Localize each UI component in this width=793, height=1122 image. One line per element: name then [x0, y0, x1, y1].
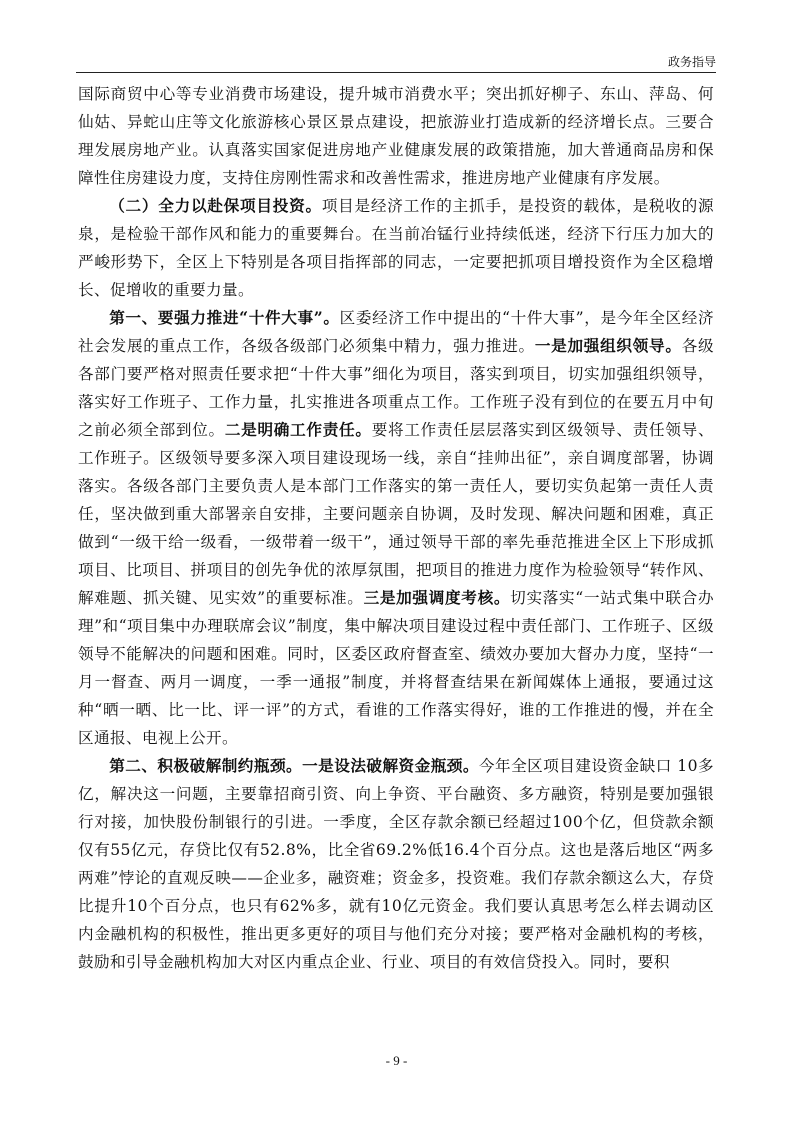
section-heading: 第一、要强力推进“十件大事”。 [109, 308, 340, 327]
sub-heading: 三是加强调度考核。 [363, 588, 511, 607]
paragraph-ten-major-tasks [78, 304, 714, 752]
paragraph-continuation [78, 80, 714, 192]
paragraph-bottlenecks [78, 752, 714, 976]
sub-heading: 二是明确工作责任。 [224, 420, 372, 439]
document-body [78, 80, 714, 976]
header-section-title: 政务指导 [667, 55, 716, 69]
paragraph-text: 今年全区项目建设资金缺口 10多亿，解决这一问题，主要靠招商引资、向上争资、平台融资、多方融资，特别是要加强银行对接，加快股份制银行的引进。一季度，全区存款余额已经超过100个亿，但贷款余额仅有55亿元，存贷比仅有52.8%，比全省69.2%低16.4个百分点。这也是落后地区“两多两难”悖论的直观反映——企业多，融资难；资金多，投资难。我们存款余额这么大，存贷比提升10个百分点，也只有62%多，就有10亿元资金。我们要认真思考怎么样去调动区内金融机构的积极性，推出更多更好的项目与他们充分对接；要严格对金融机构的考核，鼓励和引导金融机构加大对区内重点企业、行业、项目的有效信贷投入。同时，要积 [78, 757, 714, 971]
sub-heading: 一是设法破解资金瓶颈。 [302, 756, 479, 775]
section-heading: 第二、积极破解制约瓶颈。 [109, 756, 303, 775]
paragraph-text: 切实落实“一站式集中联合办理”和“项目集中办理联席会议”制度，集中解决项目建设过程中责任部门、工作班子、区级领导不能解决的问题和困难。同时，区委区政府督查室、绩效办要加大督办力度，坚持“一月一督查、两月一调度，一季一通报”制度，并将督查结果在新闻媒体上通报，要通过这种“晒一晒、比一比、评一评”的方式，看谁的工作落实得好，谁的工作推进的慢，并在全区通报、电视上公开。 [78, 589, 714, 747]
paragraph-text: 区委经济工作中提出的“十件大事”，是今年全区经济社会发展的重点工作，各级各级部门必须集中精力，强力推进。 [78, 309, 714, 355]
page-number: - 9 - [385, 1053, 408, 1068]
sub-heading: 一是加强组织领导。 [534, 336, 682, 355]
paragraph-text: 要将工作责任层层落实到区级领导、责任领导、工作班子。区级领导要多深入项目建设现场一线，亲自“挂帅出征”，亲自调度部署，协调落实。各级各部门主要负责人是本部门工作落实的第一责任人，要切实负起第一责任人责任，坚决做到重大部署亲自安排，主要问题亲自协调，及时发现、解决问题和困难，真正做到“一级干给一级看，一级带着一级干”，通过领导干部的率先垂范推进全区上下形成抓项目、比项目、拼项目的创先争优的浓厚氛围，把项目的推进力度作为检验领导“转作风、解难题、抓关键、见实效”的重要标准。 [78, 421, 714, 607]
paragraph-text: 项目是经济工作的主抓手，是投资的载体，是税收的源泉，是检验干部作风和能力的重要舞台。在当前冶锰行业持续低迷，经济下行压力加大的严峻形势下，全区上下特别是各项目指挥部的同志，一定要把抓项目增投资作为全区稳增长、促增收的重要力量。 [78, 197, 714, 299]
paragraph-text: 国际商贸中心等专业消费市场建设，提升城市消费水平；突出抓好柳子、东山、萍岛、何仙姑、异蛇山庄等文化旅游核心景区景点建设，把旅游业打造成新的经济增长点。三要合理发展房地产业。认真落实国家促进房地产业健康发展的政策措施，加大普通商品房和保障性住房建设力度，支持住房刚性需求和改善性需求，推进房地产业健康有序发展。 [78, 85, 714, 187]
section-heading: （二）全力以赴保项目投资。 [109, 196, 322, 215]
page-header [76, 50, 716, 73]
paragraph-text: 各级各部门要严格对照责任要求把“十件大事”细化为项目，落实到项目，切实加强组织领导，落实好工作班子、工作力量，扎实推进各项重点工作。工作班子没有到位的在要五月中旬之前必须全部到位。 [78, 337, 714, 439]
paragraph-project-investment [78, 192, 714, 304]
